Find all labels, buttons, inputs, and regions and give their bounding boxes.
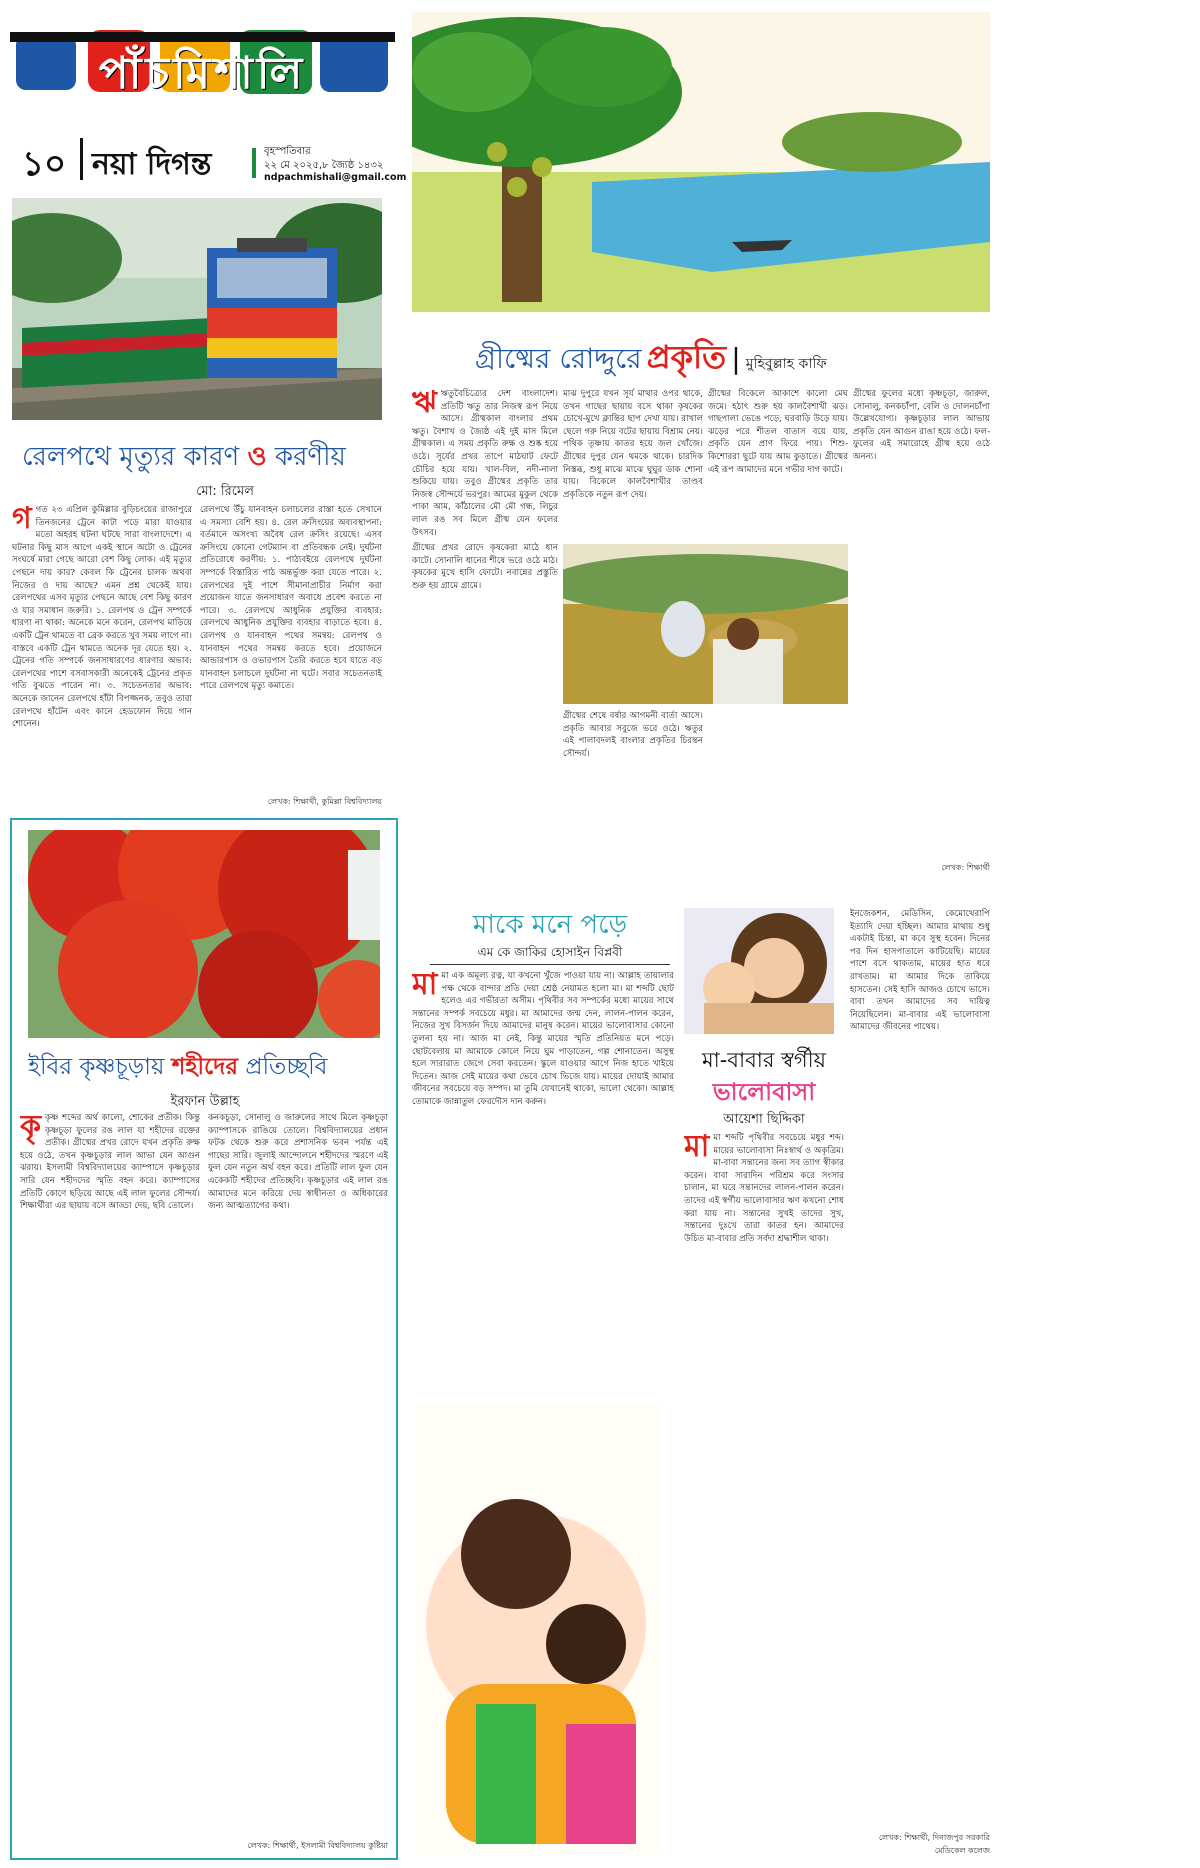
parents-col2-text: ইনজেকশন, মেডিসিন, কেমোথেরাপি ইত্যাদি দেয়া হচ্ছিল। আমার মাথায় শুধু একটাই চিন্তা, মা কবে সুস্থ হবেন। দিনের পর দিন হাসপাতালে কাটিয়েছি। মায়ের পাশে বসে থাকতাম, মায়ের হাত ধরে রাখতাম। মা আমার দিকে তাকিয়ে হাসতেন। সেই হাসি আজও চোখে ভাসে। বাবা তখন আমাদের সব দায়িত্ব নিয়েছিলেন। মা-বাবার এই ভালোবাসা আমাদের জীবনের পাথেয়। [850,909,990,1033]
flower-headline [28,1048,388,1087]
nature-col6-text: গ্রীষ্মের শেষে বর্ষার আগমনী বার্তা আসে। প্রকৃতি আবার সবুজে ভরে ওঠে। ঋতুর এই পালাবদলই বাংলার প্রকৃতির চিরন্তন সৌন্দর্য। [563,711,703,759]
mother-text: মা এক অমূল্য রত্ন, যা কখনো খুঁজে পাওয়া যায় না। আল্লাহ তায়ালার পক্ষ থেকে বান্দার প্রতি দেয়া শ্রেষ্ঠ নেয়ামত হলো মা। মা শব্দটি ছোট হলেও এর গভীরতা অসীম। পৃথিবীর সব সম্পর্কের মধ্যে মায়ের সাথে সন্তানের সম্পর্ক সবচেয়ে মধুর। মা আমাদের জন্ম দেন, লালন-পালন করেন, নিজের সুখ বিসর্জন দিয়ে আমাদের মানুষ করেন। মায়ের ভালোবাসার কোনো তুলনা হয় না। আজ মা নেই, কিন্তু মায়ের স্মৃতি প্রতিনিয়ত মনে পড়ে। ছোটবেলায় মা আমাকে কোলে নিয়ে ঘুম পাড়াতেন, গল্প শোনাতেন। অসুস্থ হলে সারারাত জেগে সেবা করতেন। স্কুলে যাওয়ার আগে নিজ হাতে খাইয়ে দিতেন। আজ সেই মায়ের কথা ভেবে চোখ ভিজে যায়। মায়ের দোয়াই আমার জীবনের সবচেয়ে বড় সম্পদ। মা তুমি যেখানেই থাকো, ভালো থেকো। আল্লাহ তোমাকে জান্নাতুল ফেরদৌস দান করুন। [412,971,674,1107]
farmer-photo [563,544,848,704]
railway-headline-part2: করণীয় [274,442,346,472]
headline-separator: | [731,342,741,375]
parents-col1: মামা শব্দটি পৃথিবীর সবচেয়ে মধুর শব্দ। মায়ের ভালোবাসা নিঃস্বার্থ ও অকৃত্রিম। মা-বাবা সন্তানের জন্য সব ত্যাগ স্বীকার করেন। বাবা সারাদিন পরিশ্রম করে সংসার চালান, মা ঘরে সন্তানদের লালন-পালন করেন। তাদের এই স্বর্গীয় ভালোবাসার ঋণ কখনো শোধ করা যায় না। সন্তানের সুখই তাদের সুখ, সন্তানের দুঃখে তারা কাতর হন। আমাদের উচিত মা-বাবার প্রতি সর্বদা শ্রদ্ধাশীল থাকা। [684,1132,844,1244]
flower-headline-part1: ইবির [28,1054,72,1080]
green-bar [252,148,256,178]
railway-author: মো: রিমেল [196,484,254,499]
mother-author: এম কে জাকির হোসাইন বিপ্লবী [477,945,623,959]
railway-headline [22,436,382,480]
nature-col4-text: গ্রীষ্মের ফুলের মধ্যে কৃষ্ণচূড়া, জারুল, সোনালু, কনকচাঁপা, বেলি ও দোলনচাঁপা উল্লেখযোগ্য। কৃষ্ণচূড়ার লাল আভায় প্রকৃতি যেন আগুন রাঙা হয়ে ওঠে। ফল-ফুলের এই সমারোহে গ্রীষ্ম হয়ে ওঠে অনন্য। [853,389,990,462]
nature-col4 [853,388,990,858]
nature-col2b [563,710,703,860]
flower-headline-part2: কৃষ্ণচূড়ায় [79,1054,165,1080]
divider [80,138,83,180]
nature-col1: ঋঋতুবৈচিত্র্যের দেশ বাংলাদেশ। প্রতিটি ঋতু তার নিজস্ব রূপ নিয়ে আসে। গ্রীষ্মকাল বাংলার প্রথম ঋতু। বৈশাখ ও জ্যৈষ্ঠ এই দুই মাস মিলে গ্রীষ্মকাল। এ সময় প্রকৃতি রুক্ষ ও শুষ্ক হয়ে ওঠে। সূর্যের প্রখর তাপে মাঠঘাট ফেটে চৌচির হয়ে যায়। খাল-বিল, নদী-নালা শুকিয়ে যায়। তবুও গ্রীষ্মের প্রকৃতি তার নিজস্ব সৌন্দর্যে ভরপুর। আমের মুকুল থেকে পাকা আম, কাঁঠালের মৌ মৌ গন্ধ, লিচুর লাল রঙ সব মিলে গ্রীষ্ম যেন ফলের উৎসব। [412,388,558,538]
nature-col2-text: মাঝ দুপুরে যখন সূর্য মাথার ওপর থাকে, তখন গাছের ছায়ায় বসে থাকা কৃষকের চোখে-মুখে ক্লান্তির ছাপ দেখা যায়। রাখাল ছেলে গরু নিয়ে বটের ছায়ায় বিশ্রাম নেয়। পথিক তৃষ্ণায় কাতর হয়ে জল খোঁজে। গ্রীষ্মের দুপুর যেন থমকে থাকে। চারদিক নিস্তব্ধ, শুধু মাঝে মাঝে ঘুঘুর ডাক শোনা যায়। বিকেলে কালবৈশাখীর তাণ্ডব প্রকৃতিকে নতুন রূপ দেয়। [563,389,703,500]
krishnachura-photo [28,830,380,1038]
parents-headline-part2: ভালোবাসা [712,1078,816,1106]
flower-col1-text: কৃষ্ণ শব্দের অর্থ কালো, শোকের প্রতীক। কিন্তু কৃষ্ণচূড়া ফুলের রঙ লাল যা শহীদের রক্তের প্রতীক। গ্রীষ্মের প্রখর রোদে যখন প্রকৃতি রুক্ষ হয়ে ওঠে, তখন কৃষ্ণচূড়ার লাল আভা যেন আগুন ঝরায়। ইসলামী বিশ্ববিদ্যালয়ের ক্যাম্পাসে কৃষ্ণচূড়ার সারি যেন শহীদদের স্মৃতি বহন করে। ক্যাম্পাসের প্রতিটি কোণে ছড়িয়ে আছে এই লাল ফুলের সৌন্দর্য। শিক্ষার্থীরা এর ছায়ায় বসে আড্ডা দেয়, ছবি তোলে। [20,1113,200,1212]
nature-headline-part1: গ্রীষ্মের রোদ্দুরে [475,342,642,375]
newspaper-name: নয়া দিগন্ত [92,147,212,182]
railway-col2 [200,504,382,794]
nature-col1-text: ঋতুবৈচিত্র্যের দেশ বাংলাদেশ। প্রতিটি ঋতু তার নিজস্ব রূপ নিয়ে আসে। গ্রীষ্মকাল বাংলার প্রথম ঋতু। বৈশাখ ও জ্যৈষ্ঠ এই দুই মাস মিলে গ্রীষ্মকাল। এ সময় প্রকৃতি রুক্ষ ও শুষ্ক হয়ে ওঠে। সূর্যের প্রখর তাপে মাঠঘাট ফেটে চৌচির হয়ে যায়। খাল-বিল, নদী-নালা শুকিয়ে যায়। তবুও গ্রীষ্মের প্রকৃতি তার নিজস্ব সৌন্দর্যে ভরপুর। আমের মুকুল থেকে পাকা আম, কাঁঠালের মৌ মৌ গন্ধ, লিচুর লাল রঙ সব মিলে গ্রীষ্ম যেন ফলের উৎসব। [412,389,558,538]
parents-author: আয়েশা ছিদ্দিকা [723,1112,805,1127]
flower-col2-text: কনকচূড়া, সোনালু ও জারুলের সাথে মিলে কৃষ্ণচূড়া ক্যাম্পাসকে রাঙিয়ে তোলে। বিশ্ববিদ্যালয়ের প্রধান ফটক থেকে শুরু করে প্রশাসনিক ভবন পর্যন্ত এই গাছের সারি। জুলাই আন্দোলনে শহীদদের স্মরণে এই ফুল যেন নতুন অর্থ বহন করে। প্রতিটি লাল ফুল যেন একেকটি শহীদের প্রতিচ্ছবি। কৃষ্ণচূড়ার এই লাল রঙ আমাদের মনে করিয়ে দেয় স্বাধীনতা ও অধিকারের জন্য আত্মত্যাগের কথা। [208,1113,388,1212]
mother-child-illustration [416,1404,660,1854]
flower-author: ইরফান উল্লাহ [170,1094,240,1109]
issue-date: ২২ মে ২০২৫,৮ জ্যৈষ্ঠ ১৪৩২ [264,160,384,171]
parents-photo [684,908,834,1034]
parents-author-note: লেখক: শিক্ষার্থী, দিনাজপুর সরকারি মেডিকেল কলেজ [878,1833,990,1855]
train-photo [12,198,382,420]
divider [430,964,670,965]
parents-col2 [850,908,990,1828]
nature-col5-text: গ্রীষ্মের প্রখর রোদে কৃষকেরা মাঠে ধান কাটে। সোনালি ধানের শীষে ভরে ওঠে মাঠ। কৃষকের মুখে হাসি ফোটে। নবান্নের প্রস্তুতি শুরু হয় গ্রামে গ্রামে। [412,543,558,591]
flower-col1: কৃকৃষ্ণ শব্দের অর্থ কালো, শোকের প্রতীক। কিন্তু কৃষ্ণচূড়া ফুলের রঙ লাল যা শহীদের রক্তের প্রতীক। গ্রীষ্মের প্রখর রোদে যখন প্রকৃতি রুক্ষ হয়ে ওঠে, তখন কৃষ্ণচূড়ার লাল আভা যেন আগুন ঝরায়। ইসলামী বিশ্ববিদ্যালয়ের ক্যাম্পাসে কৃষ্ণচূড়ার সারি যেন শহীদদের স্মৃতি বহন করে। ক্যাম্পাসের প্রতিটি কোণে ছড়িয়ে আছে এই লাল ফুলের সৌন্দর্য। শিক্ষার্থীরা এর ছায়ায় বসে আড্ডা দেয়, ছবি তোলে। [20,1112,200,1212]
mother-headline: মাকে মনে পড়ে [472,910,628,940]
contact-email: ndpachmishali@gmail.com [264,172,407,183]
logo-text: পাঁচমিশালি [98,48,307,99]
flower-headline-part3: শহীদের [171,1054,238,1080]
flower-col2 [208,1112,388,1836]
masthead [10,10,407,190]
railway-headline-part1: রেলপথে মৃত্যুর কারণ [22,442,240,472]
nature-illustration [412,12,990,312]
flower-headline-part4: প্রতিচ্ছবি [245,1054,328,1080]
railway-col1: গগত ২৩ এপ্রিল কুমিল্লার বুড়িচংয়ের রাজাপুরে তিনজনের ট্রেনে কাটা পড়ে মারা যাওয়ার মতো অহরহ ঘটনা ঘটছে সারা বাংলাদেশে। এ ঘটনার কিছু মাস আগে একই স্থানে অটো ও ট্রেনের সংঘর্ষে মারা গেছে আরো বেশ কিছু লোক। এই মৃত্যুর পেছনে দায় কার? কেবল কি ট্রেনের চালক অথবা নিজের ও দায় আছে? এমন প্রশ্ন থেকেই যায়। রেলপথের এসব মৃত্যুর পেছনে আছে বেশ কিছু কারণ ও যার সমাধান জরুরি। ১. রেলপথ ও ট্রেন সম্পর্কে ধারণা না থাকা: অনেকে মনে করেন, রেলপথ মাড়িয়ে একটি ট্রেন থামতে বা ব্রেক করতে খুব সময় লাগে না। বাস্তবে একটি ট্রেন থামতে অনেক দূর যেতে হয়। ২. ট্রেনের গতি সম্পর্কে জনসাধারণের ধারণার অভাব: রেলপথের পাশে বসবাসকারী অনেকেই ট্রেনের প্রকৃত গতি বুঝতে পারেন না। ৩. সচেতনতার অভাব: অনেকে জানেন রেলপথে হাঁটা বিপজ্জনক, তবুও তারা রেলপথে হাঁটেন এবং কানে হেডফোন দিয়ে গান শোনেন। [12,504,192,730]
page-number: ১০ [22,144,67,184]
nature-col2 [563,388,703,540]
issue-day: বৃহস্পতিবার [264,146,311,157]
nature-headline-part2: প্রকৃতি [646,338,727,376]
mother-body: মামা এক অমূল্য রত্ন, যা কখনো খুঁজে পাওয়া যায় না। আল্লাহ তায়ালার পক্ষ থেকে বান্দার প্রতি দেয়া শ্রেষ্ঠ নেয়ামত হলো মা। মা শব্দটি ছোট হলেও এর গভীরতা অসীম। পৃথিবীর সব সম্পর্কের মধ্যে মায়ের সাথে সন্তানের সম্পর্ক সবচেয়ে মধুর। মা আমাদের জন্ম দেন, লালন-পালন করেন, নিজের সুখ বিসর্জন দিয়ে আমাদের মানুষ করেন। মায়ের ভালোবাসার কোনো তুলনা হয় না। আজ মা নেই, কিন্তু মায়ের স্মৃতি প্রতিনিয়ত মনে পড়ে। ছোটবেলায় মা আমাকে কোলে নিয়ে ঘুম পাড়াতেন, গল্প শোনাতেন। অসুস্থ হলে সারারাত জেগে সেবা করতেন। স্কুলে যাওয়ার আগে নিজ হাতে খাইয়ে দিতেন। আজ সেই মায়ের কথা ভেবে চোখ ভিজে যায়। মায়ের দোয়াই আমার জীবনের সবচেয়ে বড় সম্পদ। মা তুমি যেখানেই থাকো, ভালো থেকো। আল্লাহ তোমাকে জান্নাতুল ফেরদৌস দান করুন। [412,970,674,1107]
parents-col1-text: মা শব্দটি পৃথিবীর সবচেয়ে মধুর শব্দ। মায়ের ভালোবাসা নিঃস্বার্থ ও অকৃত্রিম। মা-বাবা সন্তানের জন্য সব ত্যাগ স্বীকার করেন। বাবা সারাদিন পরিশ্রম করে সংসার চালান, মা ঘরে সন্তানদের লালন-পালন করেন। তাদের এই স্বর্গীয় ভালোবাসার ঋণ কখনো শোধ করা যায় না। সন্তানের সুখই তাদের সুখ, সন্তানের দুঃখে তারা কাতর হন। আমাদের উচিত মা-বাবার প্রতি সর্বদা শ্রদ্ধাশীল থাকা। [684,1133,844,1244]
parents-headline-part1: মা-বাবার স্বর্গীয় [701,1048,827,1072]
railway-col2-text: রেলপথে উঁচু যানবাহন চলাচলের রাস্তা হতে সেখানে এ সমস্যা বেশি হয়। ৪. রেল ক্রসিংয়ের অব্যবস্থাপনা: বর্তমানে অসংখ্য অবৈধ রেল ক্রসিং রয়েছে। এসব ক্রসিংয়ে কোনো গেটম্যান বা প্রতিবন্ধক নেই। দুর্ঘটনা প্রতিরোধে করণীয়: ১. পাঠ্যবইয়ে রেলপথে দুর্ঘটনা সম্পর্কে বিস্তারিত পাঠ অন্তর্ভুক্ত করা যেতে পারে। ২. রেলপথের দুই পাশে সীমানাপ্রাচীর নির্মাণ করা প্রয়োজন যাতে জনসাধারণ অবাধে প্রবেশ করতে না পারে। ৩. রেলপথে আধুনিক প্রযুক্তির ব্যবহার: রেলপথে আধুনিক প্রযুক্তির ব্যবহার বাড়াতে হবে। ৪. রেলপথ ও যানবাহন পথের সমন্বয়: রেলপথ ও যানবাহন পথের সমন্বয় করতে হবে। প্রয়োজনে আন্ডারপাস ও ওভারপাস তৈরি করতে হবে যাতে বড় যানবাহন চলাচলে দুর্ঘটনা না ঘটে। সবার সচেতনতাই পারে রেলপথে মৃত্যু কমাতে। [200,505,382,692]
nature-author: মুহিবুল্লাহ কাফি [745,356,827,372]
nature-col1b [412,542,558,862]
nature-col3 [708,388,848,540]
railway-author-note: লেখক: শিক্ষার্থী, কুমিল্লা বিশ্ববিদ্যালয় [267,797,382,806]
flower-author-note: লেখক: শিক্ষার্থী, ইসলামী বিশ্ববিদ্যালয় কুষ্টিয়া [247,1841,388,1850]
logo [10,10,395,120]
nature-headline-row [475,332,990,376]
railway-headline-and: ও [247,442,267,472]
railway-col1-text: গত ২৩ এপ্রিল কুমিল্লার বুড়িচংয়ের রাজাপুরে তিনজনের ট্রেনে কাটা পড়ে মারা যাওয়ার মতো অহরহ ঘটনা ঘটছে সারা বাংলাদেশে। এ ঘটনার কিছু মাস আগে একই স্থানে অটো ও ট্রেনের সংঘর্ষে মারা গেছে আরো বেশ কিছু লোক। এই মৃত্যুর পেছনে দায় কার? কেবল কি ট্রেনের চালক অথবা নিজের ও দায় আছে? এমন প্রশ্ন থেকেই যায়। রেলপথের এসব মৃত্যুর পেছনে আছে বেশ কিছু কারণ ও যার সমাধান জরুরি। ১. রেলপথ ও ট্রেন সম্পর্কে ধারণা না থাকা: অনেকে মনে করেন, রেলপথ মাড়িয়ে একটি ট্রেন থামতে বা ব্রেক করতে খুব সময় লাগে না। বাস্তবে একটি ট্রেন থামতে অনেক দূর যেতে হয়। ২. ট্রেনের গতি সম্পর্কে জনসাধারণের ধারণার অভাব: রেলপথের পাশে বসবাসকারী অনেকেই ট্রেনের প্রকৃত গতি বুঝতে পারেন না। ৩. সচেতনতার অভাব: অনেকে জানেন রেলপথে হাঁটা বিপজ্জনক, তবুও তারা রেলপথে হাঁটেন এবং কানে হেডফোন দিয়ে গান শোনেন। [12,505,192,730]
nature-col3-text: গ্রীষ্মের বিকেলে আকাশে কালো মেঘ জমে। হঠাৎ শুরু হয় কালবৈশাখী ঝড়। গাছপালা ভেঙে পড়ে, ঘরবাড়ি উড়ে যায়। ঝড়ের পরে শীতল বাতাস বয়ে যায়, প্রকৃতি যেন প্রাণ ফিরে পায়। শিশু-কিশোররা ছুটে যায় আম কুড়াতে। গ্রীষ্মের এই রূপ আমাদের মনে গভীর দাগ কাটে। [708,389,848,475]
nature-author-note: লেখক: শিক্ষার্থী [941,863,990,872]
